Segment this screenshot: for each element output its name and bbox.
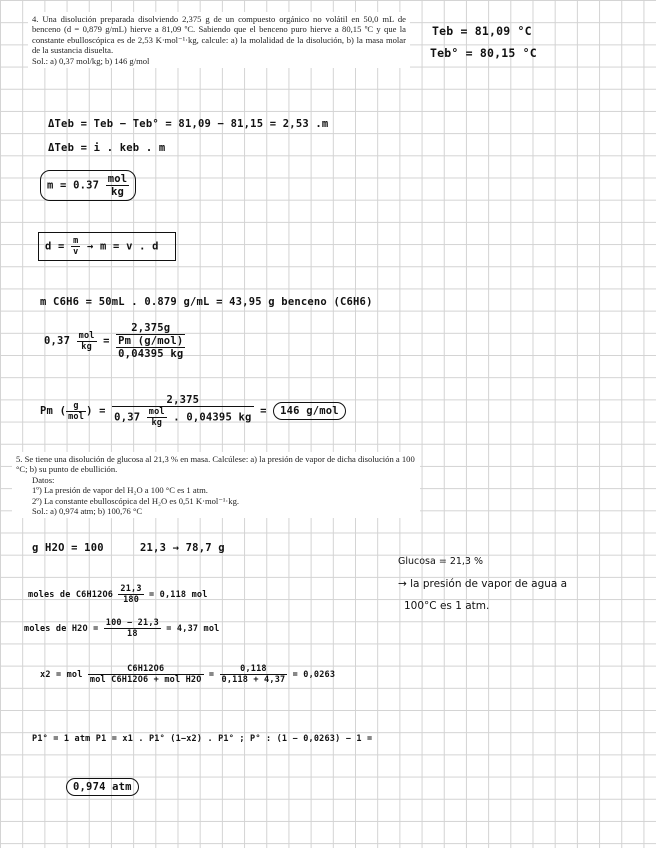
vapor-pressure-result: 0,974 atm [66, 778, 139, 796]
note-teb0: Teb° = 80,15 °C [430, 46, 537, 60]
note-presion: → la presión de vapor de agua a [398, 578, 568, 590]
problem-5-datos: Datos: [32, 474, 55, 485]
density-den: v [73, 247, 79, 257]
problem-4-statement [28, 12, 410, 68]
density-left: d = [45, 240, 65, 253]
density-frac [71, 236, 80, 257]
eq-right-num: 2,375g [116, 322, 185, 335]
moles-h2o-frac [104, 618, 161, 639]
moles-glu-frac [118, 584, 143, 605]
problem-4-solution: Sol.: a) 0,37 mol/kg; b) 146 g/mol [32, 55, 150, 66]
work-mass-benzene: m C6H6 = 50mL . 0.879 g/mL = 43,95 g benceno (C6H6) [40, 296, 373, 308]
work-molar-mass-eq: 0,37 $\frac{\text{mol}}{kg}$ = 2,375g Pm (g/mol) 0,04395 kg [44, 322, 184, 360]
work-delta-teb: ΔTeb = Teb − Teb° = 81,09 − 81,15 = 2,53 .m [48, 118, 329, 130]
moles-glu-den: 180 [123, 595, 140, 605]
x2-den-values: 0,118 + 4,37 [221, 675, 286, 685]
moles-glu-result: = 0,118 mol [149, 590, 208, 600]
molality-unit-num: mol [107, 173, 128, 185]
molality-unit [106, 173, 130, 198]
pm-unit [66, 401, 86, 422]
pm-frac [112, 394, 253, 428]
work-moles-glucose [28, 584, 208, 605]
molality-value: m = 0.37 [47, 179, 100, 192]
eq-right-mid: Pm (g/mol) [118, 335, 184, 347]
pm-num: 2,375 [112, 394, 253, 407]
eq-left-unit [77, 331, 97, 352]
density-right: → m = v . d [86, 240, 159, 253]
moles-glu-num: 21,3 [120, 584, 142, 594]
eq-left-unit-num: mol [78, 330, 95, 341]
problem-4-text: 4. Una disolución preparada disolviendo 2,375 g de un compuesto orgánico no volátil en 50,0 mL de benceno (d = 0,879 g/mL) hierve a 81,09 ºC. Sabiendo que el benceno puro hierve a 80,15 ºC y que la constante ebulloscópica es de 2,53 K·mol⁻¹·kg, calcule: a) la molalidad de la disolución, b) la masa molar de la sustancia disuelta. [32, 14, 406, 56]
pm-den-b: . 0,04395 kg [173, 411, 252, 424]
problem-5-dato1: 1º) La presión de vapor del H₂O a 100 °C es 1 atm. [32, 485, 208, 496]
work-x2: x2 = mol $\frac{C6H12O6}{\text{mol C6H12O6 + mol H2O}}$ = $\frac{0,118}{0,118 + 4,37}$ = 0,0263 [40, 664, 336, 685]
density-box [38, 232, 176, 261]
x2-den: mol C6H12O6 + mol H2O [89, 675, 202, 685]
moles-h2o-num: 100 − 21,3 [105, 618, 159, 628]
pm-den [112, 407, 253, 428]
moles-h2o-label: moles de H2O = [24, 624, 99, 634]
x2-label: x2 = mol [40, 670, 83, 680]
eq-right-den: 0,04395 kg [118, 348, 184, 360]
work-pm-eq: Pm ( $\frac{g}{\text{mol}}$ ) = 2,375 0,37 $\frac{\text{mol}}{kg}$ . 0,04395 kg = 146 g/mol [40, 394, 346, 428]
problem-5-text: 5. Se tiene una disolución de glucosa al 21,3 % en masa. Calcúlese: a) la presión de vapor de dicha disolución a 100 °C; b) su punto de ebullición. [16, 454, 415, 475]
x2-result: = 0,0263 [292, 670, 336, 680]
pm-unit-num: g [66, 401, 86, 412]
moles-glu-label: moles de C6H12O6 [28, 590, 114, 600]
moles-h2o-result: = 4,37 mol [166, 624, 220, 634]
density-num: m [73, 236, 79, 246]
problem-5-statement [12, 452, 420, 518]
x2-num: C6H12O6 [88, 664, 204, 675]
note-teb: Teb = 81,09 °C [432, 24, 532, 38]
eq-right-frac [116, 322, 185, 360]
pm-den-unit-num: mol [148, 407, 165, 417]
x2-frac-values [220, 664, 288, 685]
note-glucosa: Glucosa = 21,3 % [398, 556, 484, 567]
pm-label: Pm [40, 405, 54, 417]
molality-unit-den: kg [110, 186, 125, 198]
work-g-h2o: g H2O = 100 [32, 542, 104, 554]
eq-left-unit-den: kg [81, 341, 92, 352]
pm-den-unit [147, 407, 167, 428]
work-delta-formula: ΔTeb = i . keb . m [48, 142, 166, 154]
work-glu-mass: 21,3 → 78,7 g [140, 542, 225, 554]
x2-num-values: 0,118 [220, 664, 288, 675]
problem-5-dato2: 2º) La constante ebulloscópica del H₂O es 0,51 K·mol⁻¹·kg. [32, 495, 240, 506]
work-raoult: P1° = 1 atm P1 = x1 . P1° (1−x2) . P1° ; P° : (1 − 0,0263) − 1 = [32, 734, 373, 744]
pm-den-unit-den: kg [151, 418, 163, 428]
problem-5-solution: Sol.: a) 0,974 atm; b) 100,76 °C [32, 506, 143, 517]
work-moles-h2o [24, 618, 219, 639]
x2-frac [88, 664, 204, 685]
moles-h2o-den: 18 [127, 629, 138, 639]
molality-result [40, 170, 136, 201]
eq-left-value: 0,37 [44, 335, 71, 347]
pm-unit-den: mol [68, 411, 85, 422]
pm-den-a: 0,37 [114, 411, 141, 424]
pm-result: 146 g/mol [273, 402, 346, 420]
note-presion-2: 100°C es 1 atm. [404, 600, 490, 612]
